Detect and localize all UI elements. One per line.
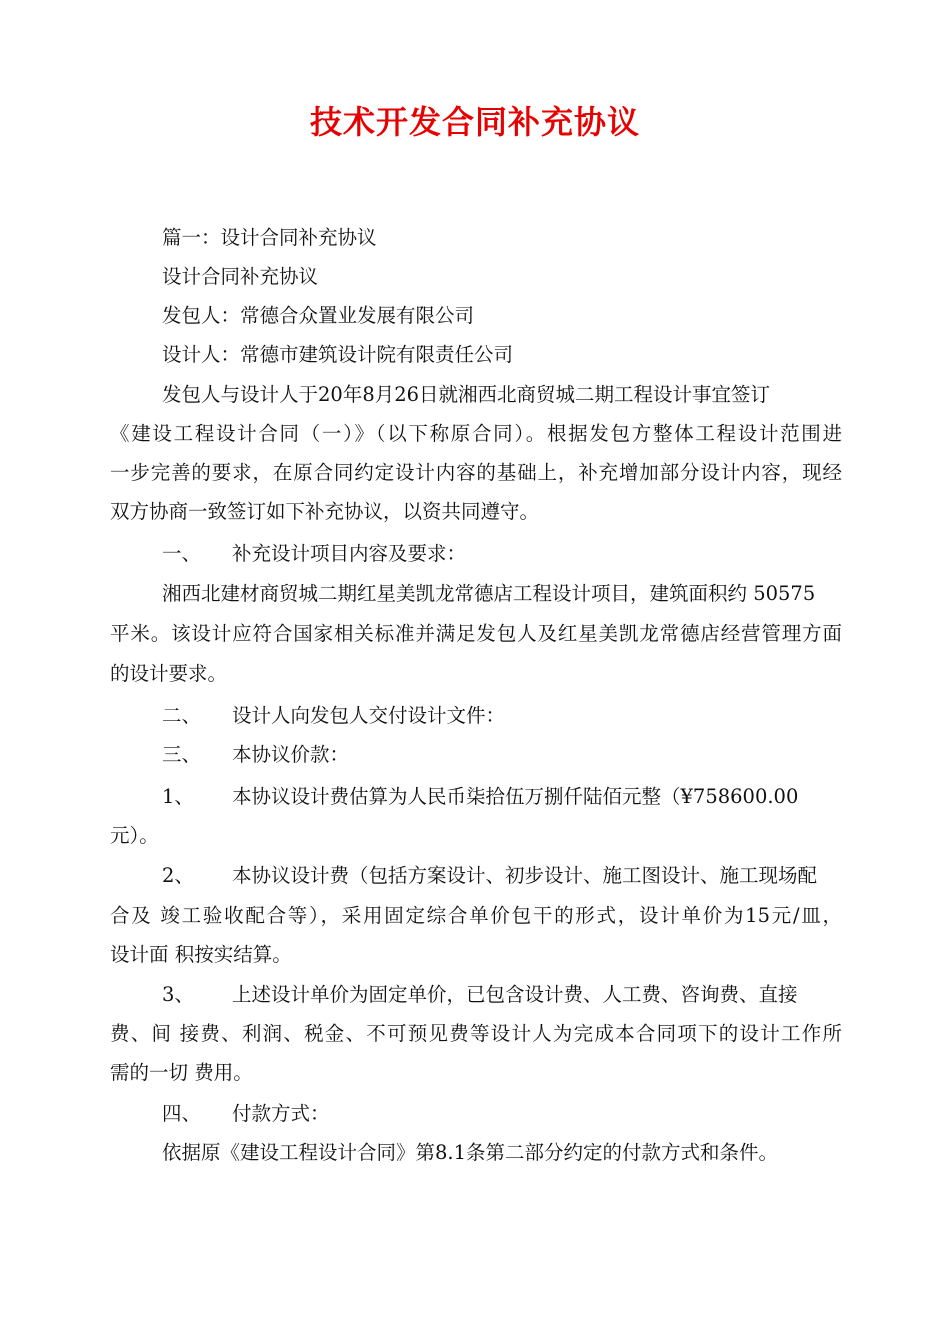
- item-2: [162, 862, 817, 890]
- section-4-body: 依据原《建设工程设计合同》第8.1条第二部分约定的付款方式和条件。: [162, 1141, 779, 1164]
- section-2-heading: [162, 702, 505, 730]
- item-2-continuation: 设计面 积按实结算。: [110, 943, 292, 966]
- item-text: 本协议设计费估算为人民币柒拾伍万捌仟陆佰元整（¥758600.00: [232, 785, 799, 808]
- section-number: 二、: [162, 704, 202, 727]
- item-text: 本协议设计费（包括方案设计、初步设计、施工图设计、施工现场配: [232, 864, 818, 887]
- item-text: 上述设计单价为固定单价，已包含设计费、人工费、咨询费、直接: [232, 983, 798, 1006]
- heading-part: 篇一：设计合同补充协议: [162, 226, 377, 249]
- intro-line: 双方协商一致签订如下补充协议，以资共同遵守。: [110, 500, 540, 523]
- item-3-continuation: 费、间 接费、利润、税金、不可预见费等设计人为完成本合同项下的设计工作所: [110, 1022, 842, 1045]
- section-1-body: 平米。该设计应符合国家相关标准并满足发包人及红星美凯龙常德店经营管理方面: [110, 622, 842, 645]
- section-number: 四、: [162, 1102, 202, 1125]
- employer-line: 发包人：常德合众置业发展有限公司: [162, 304, 475, 327]
- section-number: 一、: [162, 542, 202, 565]
- section-1-body: 湘西北建材商贸城二期红星美凯龙常德店工程设计项目，建筑面积约 50575: [162, 582, 816, 605]
- item-1: [162, 783, 798, 811]
- item-1-continuation: 元）。: [110, 824, 159, 847]
- section-number: 三、: [162, 743, 202, 766]
- item-number: 1、: [162, 785, 194, 808]
- section-text: 补充设计项目内容及要求：: [232, 542, 467, 565]
- section-4-heading: [162, 1100, 330, 1128]
- subtitle: 设计合同补充协议: [162, 265, 319, 288]
- item-number: 3、: [162, 983, 194, 1006]
- section-text: 本协议价款：: [232, 743, 350, 766]
- item-3-continuation: 需的一切 费用。: [110, 1061, 253, 1084]
- designer-line: 设计人：常德市建筑设计院有限责任公司: [162, 343, 514, 366]
- item-number: 2、: [162, 864, 194, 887]
- section-text: 付款方式：: [232, 1102, 330, 1125]
- item-2-continuation: 合及 竣工验收配合等），采用固定综合单价包干的形式，设计单价为15元/皿，: [110, 904, 842, 927]
- intro-line: 《建设工程设计合同（一）》（以下称原合同）。根据发包方整体工程设计范围进: [110, 422, 842, 445]
- section-1-heading: [162, 540, 466, 568]
- section-text: 设计人向发包人交付设计文件：: [232, 704, 506, 727]
- intro-line: 一步完善的要求，在原合同约定设计内容的基础上，补充增加部分设计内容，现经: [110, 461, 842, 484]
- section-3-heading: [162, 741, 349, 769]
- document-title: 技术开发合同补充协议: [309, 103, 640, 141]
- intro-line: 发包人与设计人于20年8月26日就湘西北商贸城二期工程设计事宜签订: [162, 383, 771, 406]
- section-1-body: 的设计要求。: [110, 662, 228, 685]
- item-3: [162, 981, 798, 1009]
